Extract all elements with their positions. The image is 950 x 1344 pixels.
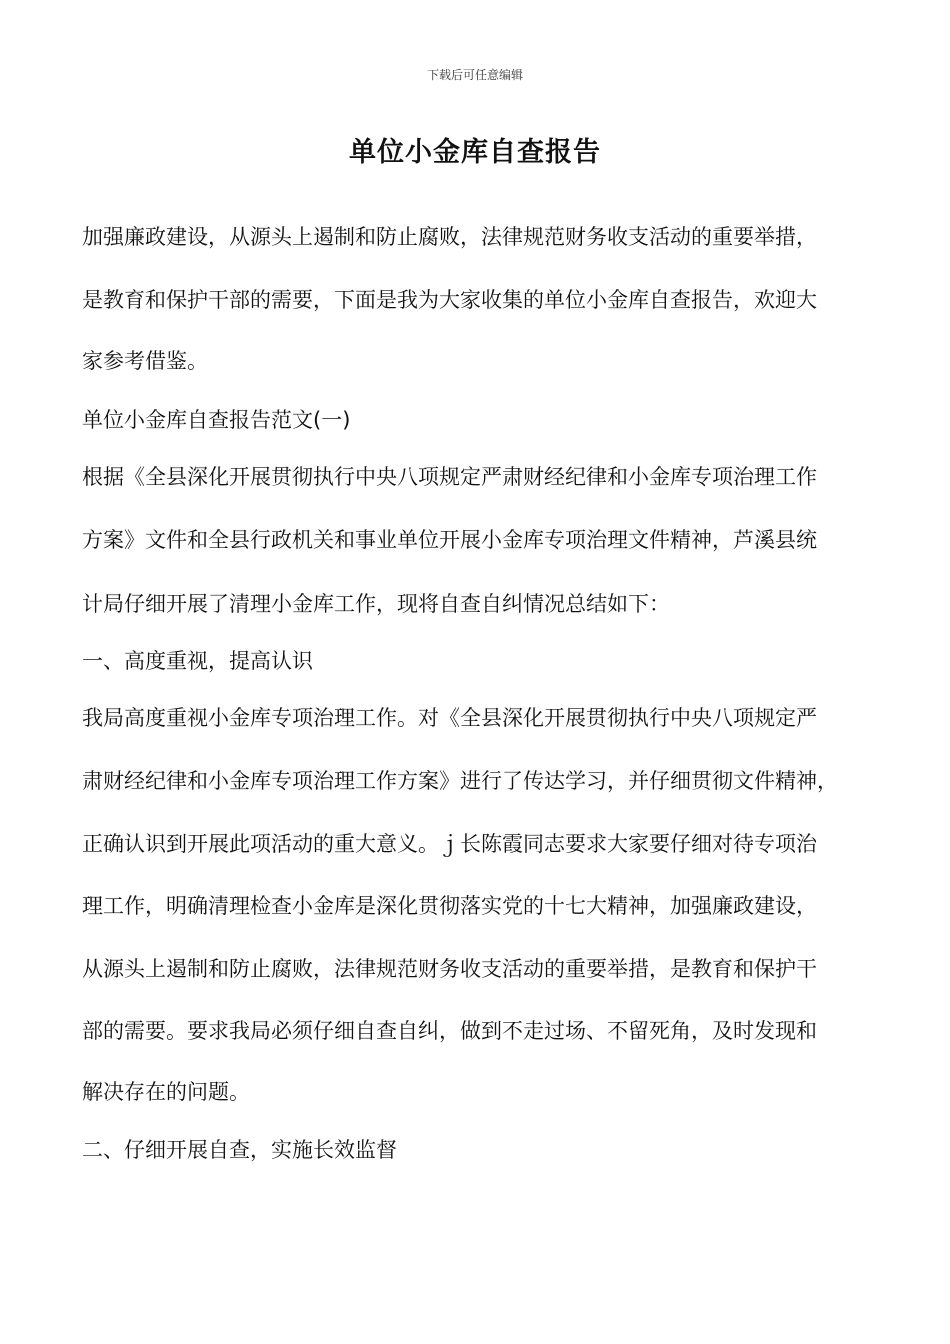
- paragraph-line: 计局仔细开展了清理小金库工作，现将自查自纠情况总结如下：: [82, 592, 670, 616]
- paragraph-line: 是教育和保护干部的需要，下面是我为大家收集的单位小金库自查报告，欢迎大: [82, 288, 817, 312]
- paragraph-line: 家参考借鉴。: [82, 349, 208, 373]
- paragraph-line: 加强廉政建设，从源头上遏制和防止腐败，法律规范财务收支活动的重要举措，: [82, 225, 817, 249]
- paragraph-line: 方案》文件和全县行政机关和事业单位开展小金库专项治理文件精神，芦溪县统: [82, 528, 817, 552]
- paragraph-line: 解决存在的问题。: [82, 1080, 250, 1104]
- section-heading: 一、高度重视，提高认识: [82, 649, 313, 673]
- section-heading: 单位小金库自查报告范文(一): [82, 408, 351, 432]
- document-title: 单位小金库自查报告: [349, 137, 601, 168]
- paragraph-line: 理工作，明确清理检查小金库是深化贯彻落实党的十七大精神，加强廉政建设，: [82, 894, 817, 918]
- header-note: 下载后可任意编辑: [426, 68, 523, 82]
- paragraph-line: 肃财经纪律和小金库专项治理工作方案》进行了传达学习，并仔细贯彻文件精神，: [82, 769, 838, 793]
- paragraph-line: 根据《全县深化开展贯彻执行中央八项规定严肃财经纪律和小金库专项治理工作: [82, 465, 817, 489]
- paragraph-line: 部的需要。要求我局必须仔细自查自纠，做到不走过场、不留死角，及时发现和: [82, 1019, 817, 1043]
- paragraph-line: 我局高度重视小金库专项治理工作。对《全县深化开展贯彻执行中央八项规定严: [82, 706, 817, 730]
- section-heading: 二、仔细开展自查，实施长效监督: [82, 1138, 397, 1162]
- paragraph-line: 从源头上遏制和防止腐败，法律规范财务收支活动的重要举措，是教育和保护干: [82, 957, 817, 981]
- paragraph-line: 正确认识到开展此项活动的重大意义。ｊ长陈霞同志要求大家要仔细对待专项治: [82, 832, 817, 856]
